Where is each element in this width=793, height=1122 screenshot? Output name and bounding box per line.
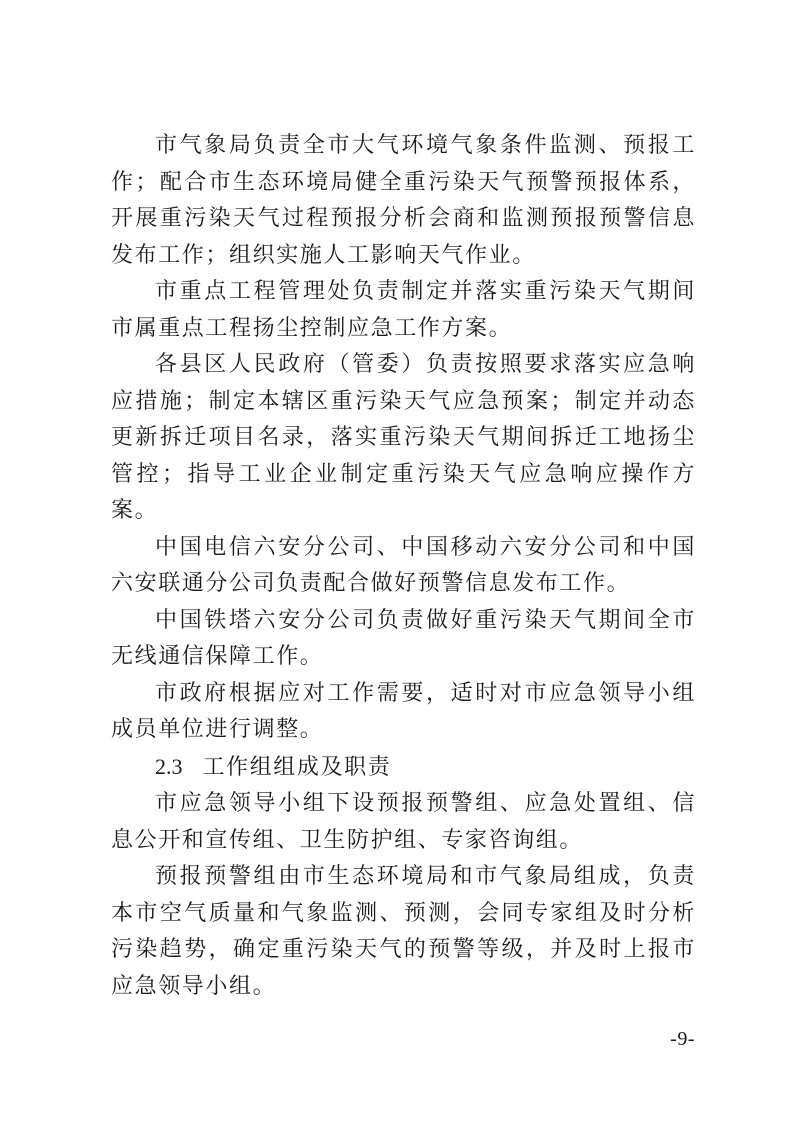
paragraph-meteorology-bureau: 市气象局负责全市大气环境气象条件监测、预报工作；配合市生态环境局健全重污染天气预警预报体系，开展重污染天气过程预报分析会商和监测预报预警信息发布工作；组织实施人工影响天气作业。: [111, 133, 696, 268]
paragraph-china-tower: 中国铁塔六安分公司负责做好重污染天气期间全市无线通信保障工作。: [111, 607, 696, 669]
section-number: 2.3: [155, 753, 183, 779]
paragraph-county-governments: 各县区人民政府（管委）负责按照要求落实应急响应措施；制定本辖区重污染天气应急预案；制定并动态更新拆迁项目名录，落实重污染天气期间拆迁工地扬尘管控；指导工业企业制定重污染天气应急响应操作方案。: [111, 352, 696, 523]
paragraph-key-projects-office: 市重点工程管理处负责制定并落实重污染天气期间市属重点工程扬尘控制应急工作方案。: [111, 279, 696, 341]
paragraph-working-groups: 市应急领导小组下设预报预警组、应急处置组、信息公开和宣传组、卫生防护组、专家咨询组。: [111, 791, 696, 853]
page-number: -9-: [670, 1028, 695, 1050]
paragraph-member-adjustment: 市政府根据应对工作需要，适时对市应急领导小组成员单位进行调整。: [111, 680, 696, 742]
section-heading: [111, 749, 696, 787]
paragraph-telecom-operators: 中国电信六安分公司、中国移动六安分公司和中国六安联通分公司负责配合做好预警信息发布工作。: [111, 534, 696, 596]
document-body: [111, 128, 696, 1005]
section-title: 工作组组成及职责: [202, 754, 392, 780]
paragraph-forecast-group: 预报预警组由市生态环境局和市气象局组成，负责本市空气质量和气象监测、预测，会同专家组及时分析污染趋势，确定重污染天气的预警等级，并及时上报市应急领导小组。: [111, 864, 696, 999]
